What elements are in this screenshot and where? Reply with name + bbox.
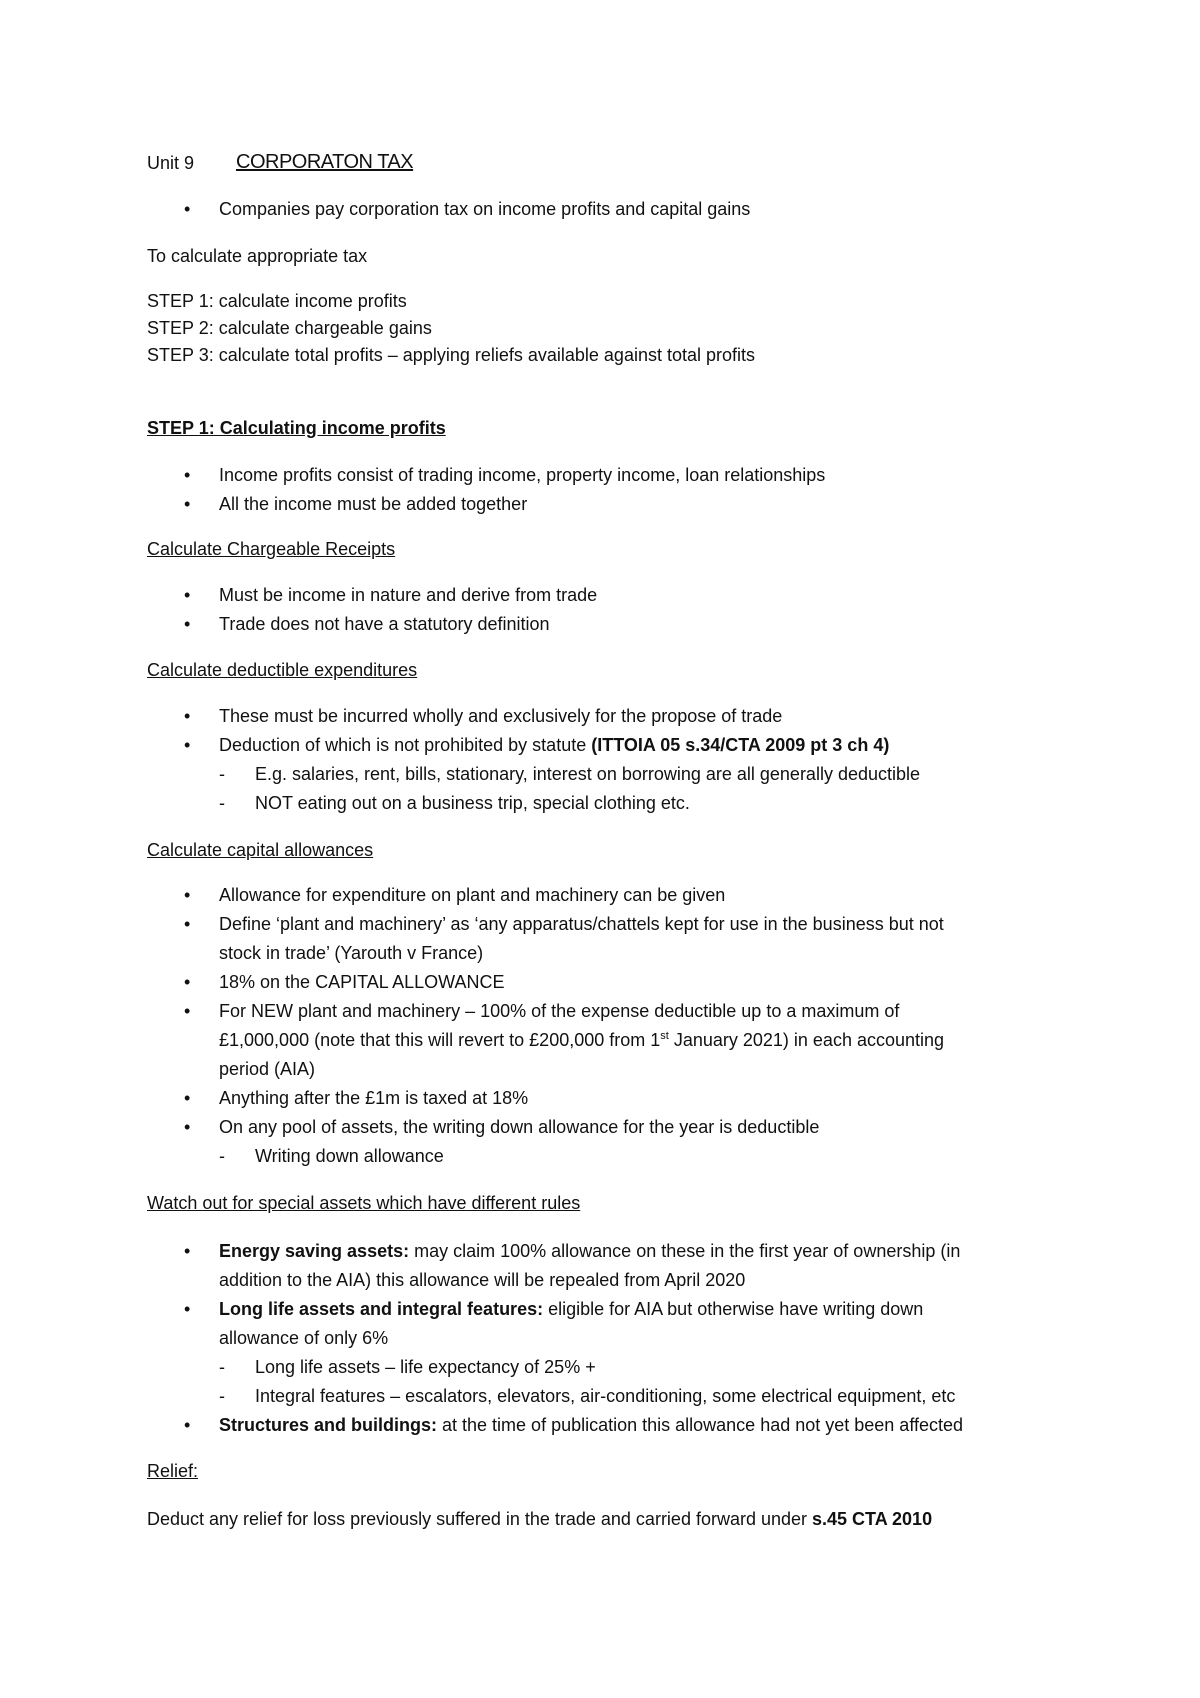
paragraph-text: Deduct any relief for loss previously suffered in the trade and carried forward under bbox=[147, 1509, 813, 1529]
dash-icon: - bbox=[219, 1357, 225, 1377]
list-item-text: Must be income in nature and derive from trade bbox=[219, 585, 598, 605]
page-title: CORPORATON TAX bbox=[236, 151, 414, 173]
list-item-text-part: January 2021) in each accounting bbox=[668, 1030, 945, 1050]
bullet-icon: • bbox=[184, 1241, 191, 1261]
list-item-text bbox=[219, 734, 889, 756]
dash-icon: - bbox=[219, 764, 225, 784]
sub-list-item-text: NOT eating out on a business trip, special clothing etc. bbox=[255, 793, 690, 813]
bullet-icon: • bbox=[184, 914, 191, 934]
ordinal-suffix: st bbox=[660, 1030, 669, 1042]
paragraph bbox=[147, 1508, 932, 1530]
dash-icon: - bbox=[219, 1146, 225, 1166]
list-item-continuation: addition to the AIA) this allowance will be repealed from April 2020 bbox=[219, 1270, 746, 1290]
list-item-text-part: £1,000,000 (note that this will revert to £200,000 from 1 bbox=[219, 1030, 661, 1050]
sub-list-item-text: E.g. salaries, rent, bills, stationary, interest on borrowing are all generally deductible bbox=[255, 764, 921, 784]
subsection-heading: Watch out for special assets which have different rules bbox=[147, 1193, 581, 1213]
list-item-text: Allowance for expenditure on plant and machinery can be given bbox=[219, 885, 726, 905]
list-item-text: 18% on the CAPITAL ALLOWANCE bbox=[219, 972, 505, 992]
list-item-text-part: may claim 100% allowance on these in the first year of ownership (in bbox=[409, 1241, 961, 1261]
bullet-icon: • bbox=[184, 199, 191, 219]
list-item-text: These must be incurred wholly and exclusively for the propose of trade bbox=[219, 706, 783, 726]
list-item-text-part: eligible for AIA but otherwise have writing down bbox=[543, 1299, 924, 1319]
list-item-text-part: Deduction of which is not prohibited by statute bbox=[219, 735, 592, 755]
step-line: STEP 3: calculate total profits – applying reliefs available against total profits bbox=[147, 345, 756, 365]
term-label: Structures and buildings: bbox=[219, 1415, 438, 1435]
statute-reference: s.45 CTA 2010 bbox=[812, 1509, 933, 1529]
section-heading: STEP 1: Calculating income profits bbox=[147, 418, 446, 438]
bullet-icon: • bbox=[184, 1299, 191, 1319]
unit-label: Unit 9 bbox=[147, 153, 195, 173]
list-item-continuation bbox=[219, 1029, 944, 1051]
list-item-text: All the income must be added together bbox=[219, 494, 528, 514]
step-line: STEP 2: calculate chargeable gains bbox=[147, 318, 432, 338]
list-item-continuation: stock in trade’ (Yarouth v France) bbox=[219, 943, 484, 963]
list-item-text bbox=[219, 1298, 923, 1320]
paragraph: To calculate appropriate tax bbox=[147, 246, 368, 266]
bullet-icon: • bbox=[184, 1117, 191, 1137]
list-item-text-part: at the time of publication this allowance had not yet been affected bbox=[437, 1415, 964, 1435]
list-item-text: Trade does not have a statutory definition bbox=[219, 614, 550, 634]
bullet-icon: • bbox=[184, 972, 191, 992]
bullet-icon: • bbox=[184, 885, 191, 905]
sub-list-item-text: Writing down allowance bbox=[255, 1146, 444, 1166]
list-item-text: On any pool of assets, the writing down allowance for the year is deductible bbox=[219, 1117, 820, 1137]
bullet-icon: • bbox=[184, 494, 191, 514]
list-item-text: Companies pay corporation tax on income profits and capital gains bbox=[219, 199, 751, 219]
subsection-heading: Relief: bbox=[147, 1461, 199, 1481]
bullet-icon: • bbox=[184, 1088, 191, 1108]
list-item-text: Anything after the £1m is taxed at 18% bbox=[219, 1088, 529, 1108]
list-item-text: Define ‘plant and machinery’ as ‘any apparatus/chattels kept for use in the business but not bbox=[219, 914, 944, 934]
list-item-text bbox=[219, 1414, 963, 1436]
list-item-text: For NEW plant and machinery – 100% of the expense deductible up to a maximum of bbox=[219, 1001, 900, 1021]
bullet-icon: • bbox=[184, 585, 191, 605]
bullet-icon: • bbox=[184, 1415, 191, 1435]
subsection-heading: Calculate Chargeable Receipts bbox=[147, 539, 396, 559]
list-item-continuation: allowance of only 6% bbox=[219, 1328, 389, 1348]
bullet-icon: • bbox=[184, 614, 191, 634]
bullet-icon: • bbox=[184, 735, 191, 755]
bullet-icon: • bbox=[184, 465, 191, 485]
statute-reference: (ITTOIA 05 s.34/CTA 2009 pt 3 ch 4) bbox=[591, 735, 890, 755]
subsection-heading: Calculate capital allowances bbox=[147, 840, 374, 860]
bullet-icon: • bbox=[184, 706, 191, 726]
term-label: Long life assets and integral features: bbox=[219, 1299, 544, 1319]
subsection-heading: Calculate deductible expenditures bbox=[147, 660, 418, 680]
list-item-text bbox=[219, 1240, 960, 1262]
term-label: Energy saving assets: bbox=[219, 1241, 410, 1261]
sub-list-item-text: Integral features – escalators, elevators, air-conditioning, some electrical equipment, etc bbox=[255, 1386, 956, 1406]
step-line: STEP 1: calculate income profits bbox=[147, 291, 407, 311]
bullet-icon: • bbox=[184, 1001, 191, 1021]
list-item-text: Income profits consist of trading income, property income, loan relationships bbox=[219, 465, 826, 485]
dash-icon: - bbox=[219, 793, 225, 813]
list-item-continuation: period (AIA) bbox=[219, 1059, 316, 1079]
sub-list-item-text: Long life assets – life expectancy of 25% + bbox=[255, 1357, 596, 1377]
dash-icon: - bbox=[219, 1386, 225, 1406]
